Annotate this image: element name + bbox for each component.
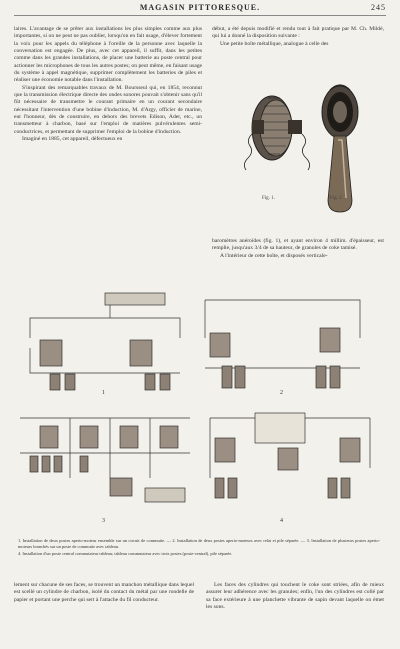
paragraph: laires. L'avantage de se prêter aux installations les plus simples comme aux plus importantes, si on ne peut ne pas oublier, lorsqu'on en fait usage, d'élever fortement la voix pour les appels du téléphone à l'oreille de la personne avec laquelle la conversation est engagée. De plus, avec cet appareil, il suffit, dans les petites comme dans les grandes installations, de placer une batterie au poste central pour actionner les microphones de tous les autres postes; on peut même, en faisant usage du système à appel magnétique, supprimer complètement les batteries de piles et réaliser une économie notable dans l'installation. bbox=[14, 26, 202, 84]
microphone-figures bbox=[212, 70, 380, 248]
bottom-left-text bbox=[14, 582, 194, 642]
panel-3-diagram bbox=[20, 418, 190, 502]
right-text-top bbox=[212, 26, 384, 70]
plate-caption bbox=[18, 538, 380, 557]
paragraph: lement sur chacune de ses faces, se trouvent un manchon métallique dans lequel est scellé un cylindre de charbon, isolé du contact du métal par une rondelle de papier et portant une perche qui sert à l'attache du fil conducteur. bbox=[14, 582, 194, 603]
microphone-illustration bbox=[212, 70, 380, 248]
panel-label: 4 bbox=[280, 518, 283, 524]
panel-1-diagram bbox=[30, 293, 180, 390]
paragraph: Les faces des cylindres qui touchent le coke sont striées, afin de mieux assurer leur adhérence avec les granules; enfin, l'un des cylindres est collé par sa face extérieure à une planchette vibrante de sapin devant laquelle on émet les sons. bbox=[206, 582, 384, 611]
wiring-diagrams bbox=[10, 278, 390, 536]
fig2-caption: Fig. 2. bbox=[330, 196, 343, 201]
fig1-caption: Fig. 1. bbox=[262, 196, 275, 201]
panel-label: 2 bbox=[280, 390, 283, 396]
paragraph: A l'intérieur de cette boîte, et disposés verticale- bbox=[220, 252, 328, 259]
bottom-right-text bbox=[206, 582, 384, 642]
paragraph: Imaginé en 1885, cet appareil, défectueux en bbox=[22, 136, 123, 143]
right-text-bottom bbox=[212, 238, 384, 274]
fig2-drawing bbox=[322, 85, 358, 212]
panel-4-diagram bbox=[210, 413, 370, 498]
paragraph: début, a été depuis modifié et rendu tout à fait pratique par M. Ch. Mildé, qui lui a donné la disposition suivante : bbox=[212, 26, 384, 40]
paragraph: baromètres anéroïdes (fig. 1), et ayant environ 4 millim. d'épaisseur, est remplie, jusqu'aux 3/4 de sa hauteur, de granules de coke tamisé. bbox=[212, 238, 384, 252]
running-header bbox=[14, 3, 386, 16]
caption-line: 4. Installation d'un poste central commutateur tableau; tableau commutateur avec trois postes (poste-central), pile séparée. bbox=[18, 550, 233, 556]
wiring-diagram-plate bbox=[10, 278, 390, 536]
page-number: 245 bbox=[371, 3, 386, 12]
panel-label: 3 bbox=[102, 518, 105, 524]
magazine-title: MAGASIN PITTORESQUE. bbox=[139, 3, 261, 12]
caption-line: 1. Installation de deux postes aperio-moteur ensemble sur un circuit de commutie. — 2. Installation de deux postes aperio-moteurs avec relai et pile séparée. — 3. Installation de plusieurs postes aperio-moteurs branchés sur un poste de commutie avec tableau. bbox=[18, 538, 380, 550]
paragraph: S'inspirant des remarquables travaux de M. Boursseul qui, en 1854, reconnut que la transmission électrique directe des ondes sonores pouvait s'obtenir sans qu'il fût nécessaire de transmettre le courant primaire en un courant secondaire nécessitant l'intervention d'une bobine d'induction, M. d'Argy, officier de marine, eut l'honneur, dès de construire, en dehors des brevets Edison, Ader, etc., un transmetteur à charbon, basé sur l'emploi de matières pulvérulentes semi-conductrices, et permettant de supprimer l'emploi de la bobine d'induction. bbox=[14, 84, 202, 135]
left-text-column bbox=[14, 26, 202, 270]
panel-label: 1 bbox=[102, 390, 105, 396]
fig1-drawing bbox=[244, 96, 309, 170]
paragraph: Une petite boîte métallique, analogue à celle des bbox=[220, 40, 329, 47]
panel-2-diagram bbox=[205, 300, 360, 388]
